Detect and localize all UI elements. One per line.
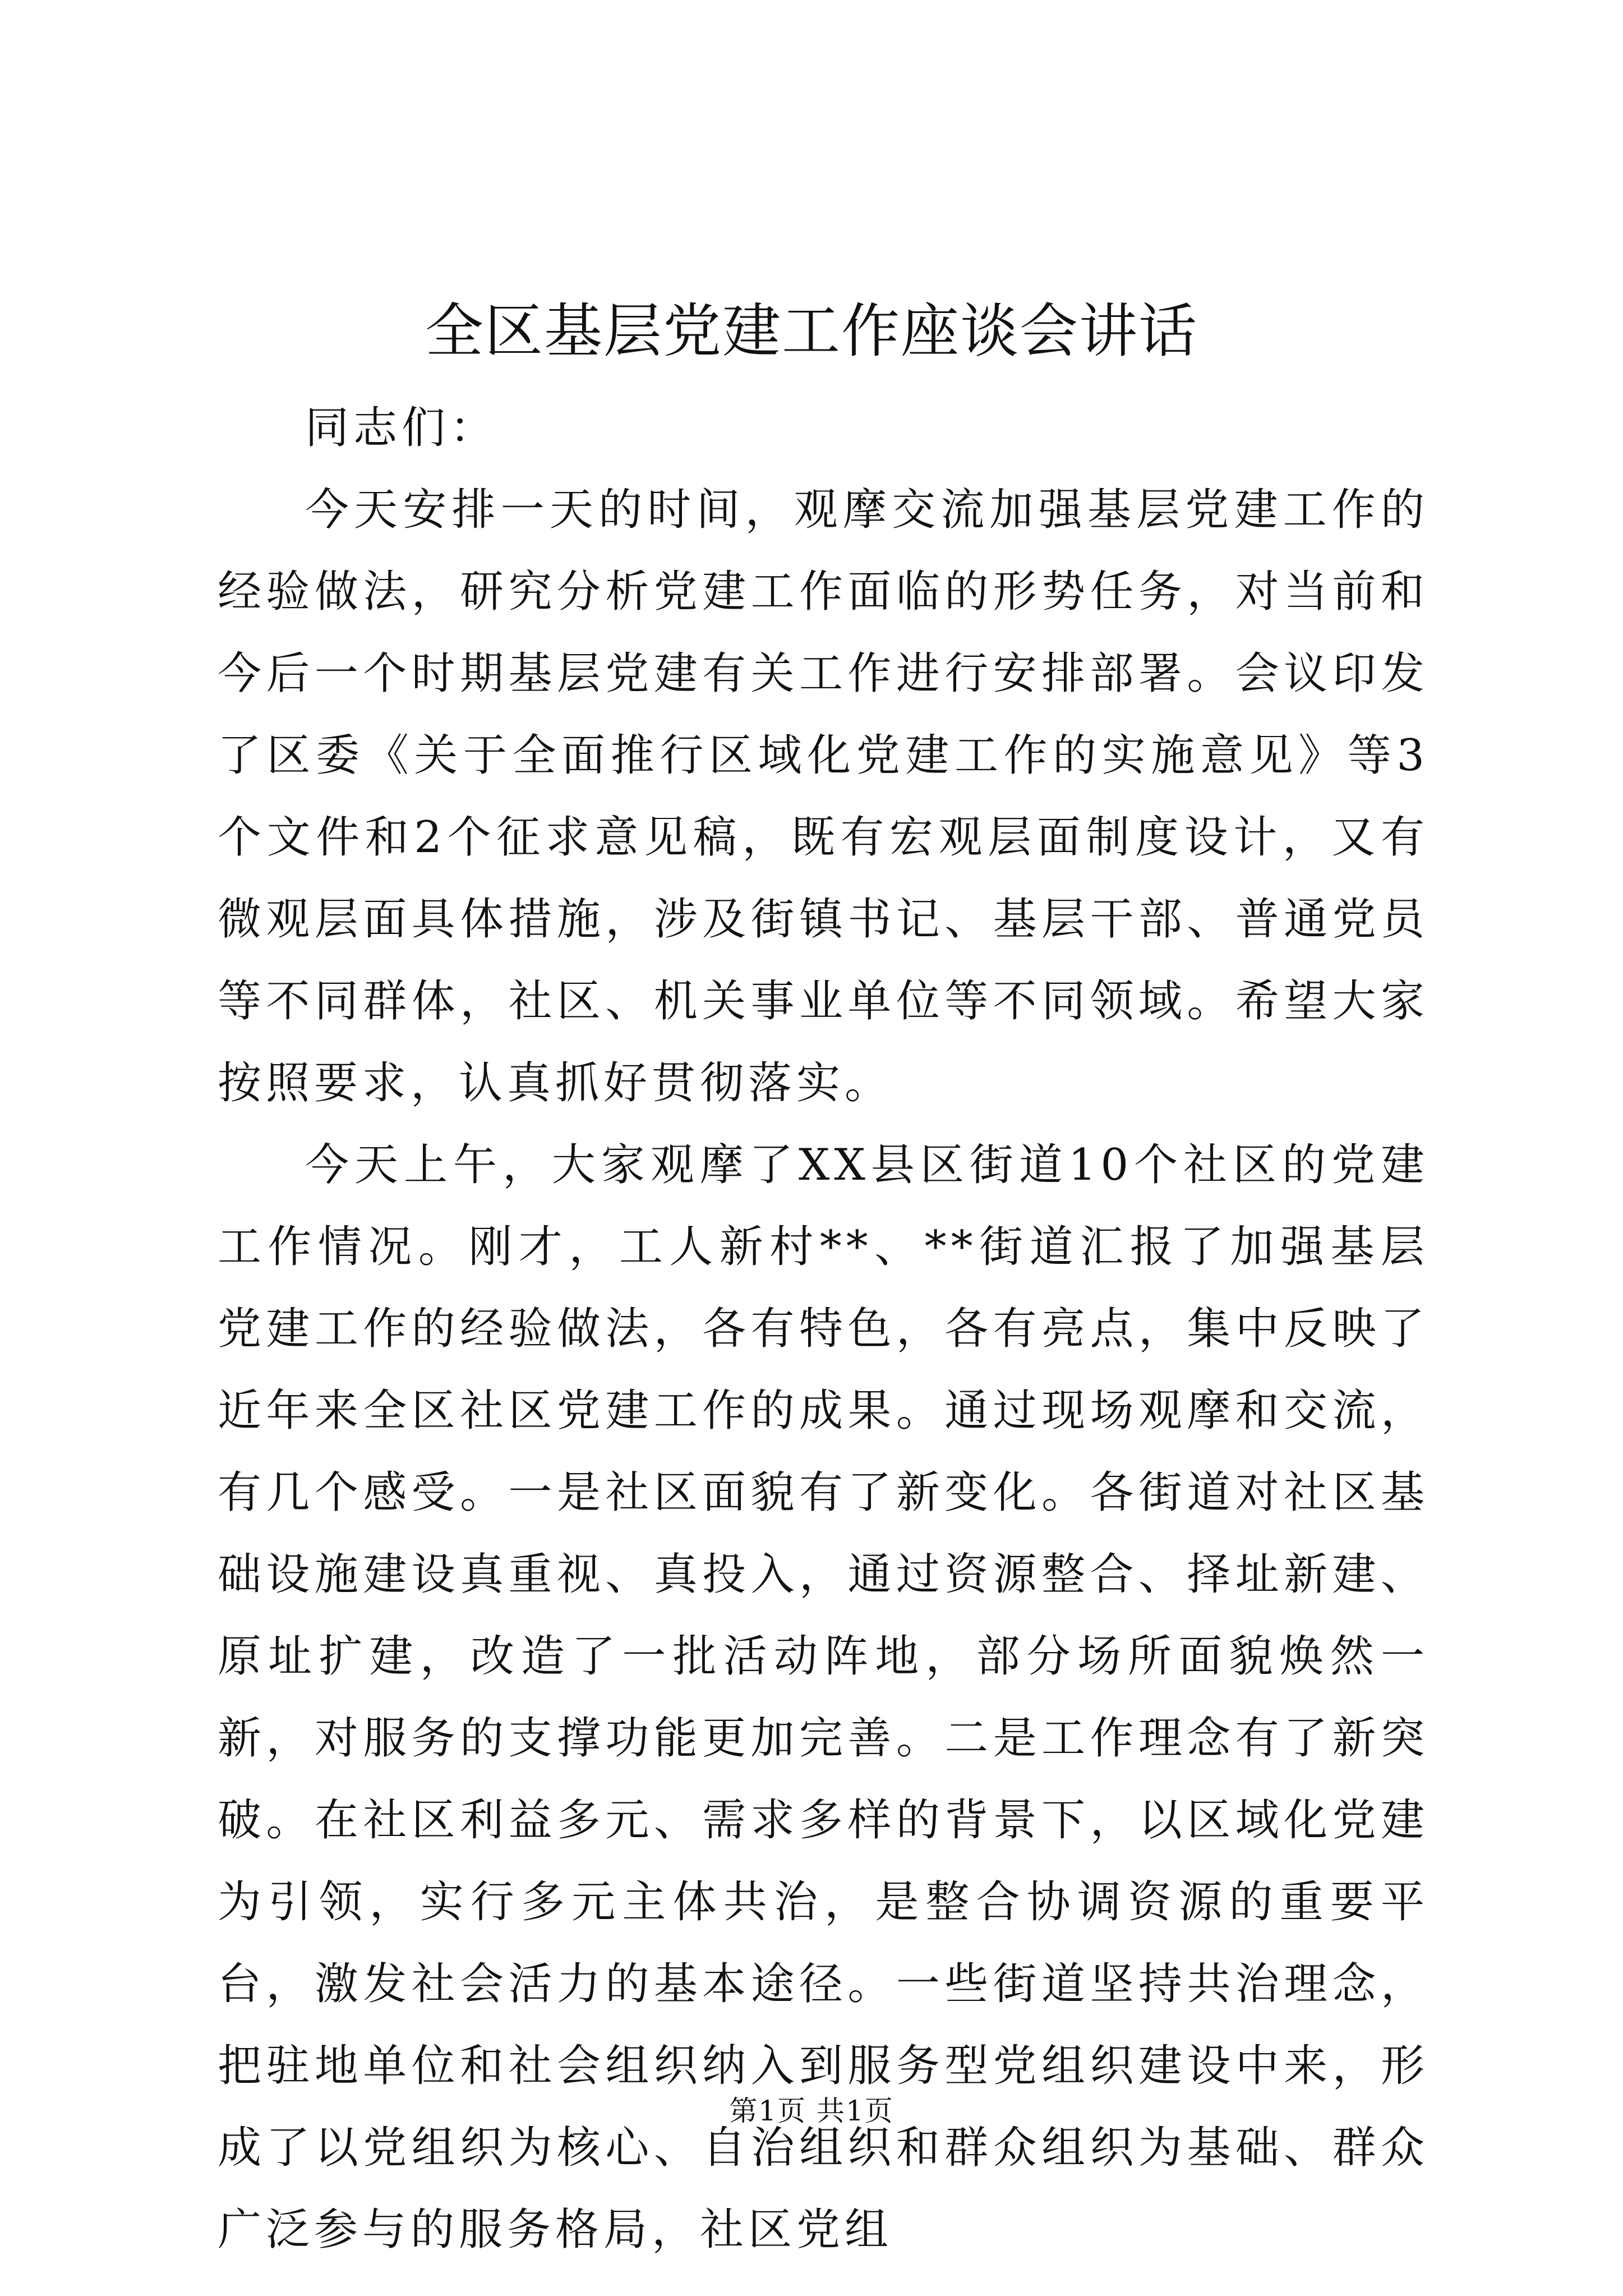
paragraph-2: 今天上午，大家观摩了XX县区街道10个社区的党建工作情况。刚才，工人新村**、**街道汇报了加强基层党建工作的经验做法，各有特色，各有亮点，集中反映了近年来全区社区党建工作的成果。通过现场观摩和交流，有几个感受。一是社区面貌有了新变化。各街道对社区基础设施建设真重视、真投入，通过资源整合、择址新建、原址扩建，改造了一批活动阵地，部分场所面貌焕然一新，对服务的支撑功能更加完善。二是工作理念有了新突破。在社区利益多元、需求多样的背景下，以区域化党建为引领，实行多元主体共治，是整合协调资源的重要平台，激发社会活力的基本途径。一些街道坚持共治理念，把驻地单位和社会组织纳入到服务型党组织建设中来，形成了以党组织为核心、自治组织和群众组织为基础、群众广泛参与的服务格局，社区党组 bbox=[218, 1140, 1429, 2255]
page-footer: 第1页 共1页 bbox=[729, 2095, 894, 2127]
document-body bbox=[218, 387, 1429, 2271]
paragraph-1: 今天安排一天的时间，观摩交流加强基层党建工作的经验做法，研究分析党建工作面临的形势任务，对当前和今后一个时期基层党建有关工作进行安排部署。会议印发了区委《关于全面推行区域化党建工作的实施意见》等3个文件和2个征求意见稿，既有宏观层面制度设计，又有微观层面具体措施，涉及街镇书记、基层干部、普通党员等不同群体，社区、机关事业单位等不同领域。希望大家按照要求，认真抓好贯彻落实。 bbox=[218, 485, 1429, 1108]
salutation: 同志们： bbox=[305, 403, 499, 453]
document-title: 全区基层党建工作座谈会讲话 bbox=[425, 297, 1198, 365]
